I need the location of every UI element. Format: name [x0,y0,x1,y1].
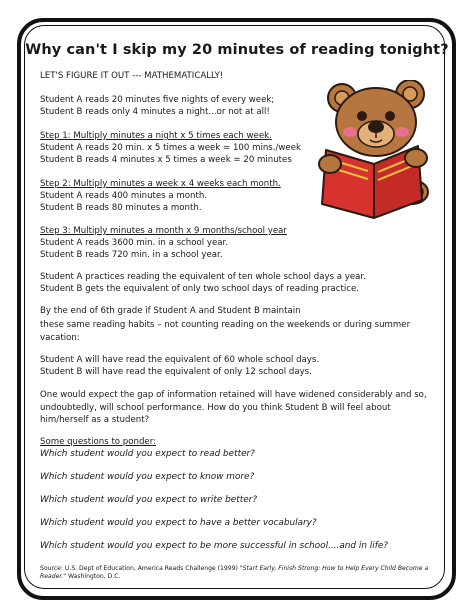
habits-line-2: these same reading habits – not counting reading on the weekends or during summer [40,320,411,330]
intro-line: LET'S FIGURE IT OUT --- MATHEMATICALLY! [40,71,224,81]
step1-line-b: Student B reads 4 minutes x 5 times a week = 20 minutes [40,155,292,165]
student-a-habit: Student A reads 20 minutes five nights of every week; [40,95,275,105]
source-title: "Start Early, Finish Strong: How to Help Every Child Become a [239,565,429,572]
gap-line-1: One would expect the gap of information retained will have widened considerably and so, [40,390,427,400]
step3-heading: Step 3: Multiply minutes a month x 9 months/school year [40,226,287,236]
question-1: Which student would you expect to read better? [40,449,255,459]
student-b-habit: Student B reads only 4 minutes a night...or not at all! [40,107,270,117]
equivalent-line-b: Student B will have read the equivalent of only 12 school days. [40,367,312,377]
step1-heading: Step 1: Multiply minutes a night x 5 times each week. [40,131,272,141]
source-citation [40,565,428,573]
step3-line-a: Student A reads 3600 min. in a school year. [40,238,228,248]
question-3: Which student would you expect to write better? [40,495,258,505]
practice-line-b: Student B gets the equivalent of only two school days of reading practice. [40,284,359,294]
page-title: Why can't I skip my 20 minutes of reading tonight? [25,42,449,58]
step2-line-b: Student B reads 80 minutes a month. [40,203,202,213]
gap-line-2: undoubtedly, will school performance. How do you think Student B will feel about [40,403,391,413]
step2-line-a: Student A reads 400 minutes a month. [40,191,208,201]
question-4: Which student would you expect to have a better vocabulary? [40,518,317,528]
source-citation-line2 [40,573,120,581]
step1-line-a: Student A reads 20 min. x 5 times a week = 100 mins./week [40,143,301,153]
teddy-bear-reading-icon [312,80,444,220]
source-suffix: Washington, D.C. [66,573,121,580]
equivalent-line-a: Student A will have read the equivalent of 60 whole school days. [40,355,320,365]
habits-line-1: By the end of 6th grade if Student A and Student B maintain [40,306,301,316]
question-2: Which student would you expect to know more? [40,472,255,482]
question-5: Which student would you expect to be more successful in school....and in life? [40,541,388,551]
step3-line-b: Student B reads 720 min. in a school year. [40,250,223,260]
step2-heading: Step 2: Multiply minutes a week x 4 weeks each month. [40,179,281,189]
gap-line-3: him/herself as a student? [40,415,150,425]
ponder-heading: Some questions to ponder: [40,437,156,447]
source-title-end: Reader." [40,573,67,580]
habits-line-3: vacation: [40,333,80,343]
practice-line-a: Student A practices reading the equivalent of ten whole school days a year. [40,272,366,282]
source-prefix: Source: U.S. Dept of Education, America Reads Challenge (1999) [40,565,240,572]
